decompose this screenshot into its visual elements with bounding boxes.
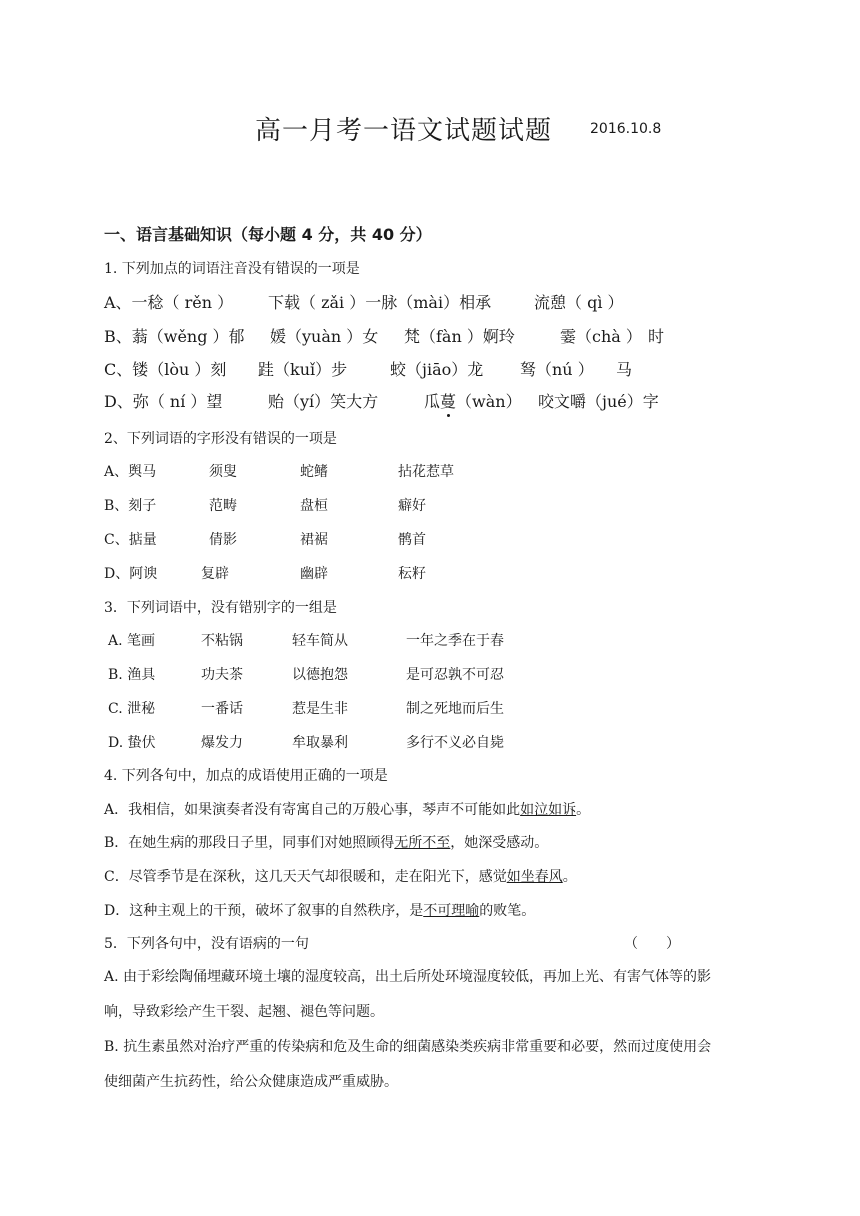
- q4-stem: 4. 下列各句中，加点的成语使用正确的一项是: [104, 768, 388, 784]
- q3-row-b-col4: 是可忍孰不可忍: [406, 667, 504, 683]
- q3-row-d-col2: 爆发力: [201, 735, 243, 751]
- q1-option-c-4: 驽（nú ）: [520, 360, 594, 379]
- q1-option-d-4: 咬文嚼（jué）字: [538, 392, 659, 411]
- q2-row-b-col2: 范畴: [209, 498, 237, 514]
- q3-row-b-col2: 功夫茶: [201, 667, 243, 683]
- q1-option-c-5: 马: [616, 360, 633, 379]
- emphasis-dot-char: 蔓: [440, 389, 456, 412]
- q2-row-d-col1: D、阿谀: [104, 566, 158, 582]
- q4-idiom-a: 如泣如诉: [520, 802, 577, 818]
- q1-option-c-3: 蛟（jiāo）龙: [390, 360, 484, 379]
- q1-stem: 1. 下列加点的词语注音没有错误的一项是: [104, 261, 360, 277]
- q1-option-d-2: 贻（yí）笑大方: [268, 392, 379, 411]
- q3-row-a-col3: 轻车简从: [292, 633, 348, 649]
- q2-row-b-col3: 盘桓: [300, 498, 328, 514]
- q4-option-c: C．尽管季节是在深秋，这几天天气却很暖和，走在阳光下，感觉如坐春风。: [104, 869, 577, 885]
- q3-stem: 3．下列词语中，没有错别字的一组是: [104, 600, 337, 616]
- q3-row-c-col4: 制之死地而后生: [406, 701, 504, 717]
- q1-option-b-5: 时: [648, 327, 665, 346]
- q3-row-c-col3: 惹是生非: [292, 701, 348, 717]
- q5-option-b-line2: 使细菌产生抗药性，给公众健康造成严重威胁。: [104, 1074, 398, 1090]
- q1-option-b-1: B、蓊（wěng ）郁: [104, 327, 245, 346]
- q5-stem: 5．下列各句中，没有语病的一句: [104, 936, 309, 952]
- q1-option-a-1: A、一稔（ rěn ）: [104, 293, 234, 312]
- q3-row-a-col1: A. 笔画: [108, 633, 156, 649]
- q2-row-a-col2: 须叟: [209, 464, 237, 480]
- q5-option-b-line1: B. 抗生素虽然对治疗严重的传染病和危及生命的细菌感染类疾病非常重要和必要，然而过度使用会: [104, 1039, 712, 1055]
- q3-row-c-col1: C. 泄秘: [108, 701, 156, 717]
- q4-idiom-b: 无所不至: [394, 835, 451, 851]
- q1-option-c-1: C、镂（lòu ）刻: [104, 360, 227, 379]
- q1-option-a-2: 下载（ zǎi ）一脉（mài）相承: [268, 293, 492, 312]
- q3-row-d-col3: 牟取暴利: [292, 735, 348, 751]
- q2-row-d-col2: 复辟: [201, 566, 229, 582]
- q2-row-a-col3: 蛇鳍: [300, 464, 328, 480]
- q1-option-d-3: 瓜蔓（wàn）: [424, 389, 522, 412]
- q4-option-d: D．这种主观上的干预，破坏了叙事的自然秩序，是不可理喻的败笔。: [104, 903, 536, 919]
- exam-title: 高一月考一语文试题试题: [255, 116, 553, 146]
- q2-row-b-col1: B、刻子: [104, 498, 157, 514]
- q3-row-c-col2: 一番话: [201, 701, 243, 717]
- q1-option-b-4: 霎（chà ）: [560, 327, 642, 346]
- q3-row-d-col1: D. 蛰伏: [108, 735, 156, 751]
- q2-row-a-col4: 拈花惹草: [398, 464, 454, 480]
- q4-idiom-d: 不可理喻: [423, 903, 480, 919]
- q3-row-a-col4: 一年之季在于春: [406, 633, 504, 649]
- q2-stem: 2、下列词语的字形没有错误的一项是: [104, 431, 337, 447]
- q3-row-b-col1: B. 渔具: [108, 667, 156, 683]
- q2-row-c-col4: 鹘首: [398, 532, 426, 548]
- q1-option-c-2: 跬（kuǐ）步: [258, 360, 348, 379]
- q2-row-d-col4: 秐籽: [398, 566, 426, 582]
- q1-option-b-3: 梵（fàn ）婀玲: [404, 327, 515, 346]
- q5-option-a-line1: A. 由于彩绘陶俑埋藏环境土壤的湿度较高，出土后所处环境湿度较低，再加上光、有害气体等的影: [104, 969, 712, 985]
- q2-row-a-col1: A、舆马: [104, 464, 157, 480]
- q1-option-d-1: D、弥（ ní ）望: [104, 392, 223, 411]
- q2-row-c-col2: 倩影: [209, 532, 237, 548]
- q4-option-b: B．在她生病的那段日子里，同事们对她照顾得无所不至，她深受感动。: [104, 835, 549, 851]
- q2-row-c-col3: 裙裾: [300, 532, 328, 548]
- q2-row-d-col3: 幽辟: [300, 566, 328, 582]
- q5-option-a-line2: 响，导致彩绘产生干裂、起翘、褪色等问题。: [104, 1004, 384, 1020]
- q4-idiom-c: 如坐春风: [506, 869, 563, 885]
- q3-row-b-col3: 以德抱怨: [292, 667, 348, 683]
- section-heading: 一、语言基础知识（每小题 4 分，共 40 分）: [104, 225, 432, 244]
- q5-answer-paren: （ ）: [624, 936, 680, 952]
- q2-row-b-col4: 癖好: [398, 498, 426, 514]
- q2-row-c-col1: C、掂量: [104, 532, 157, 548]
- q3-row-a-col2: 不粘锅: [201, 633, 243, 649]
- q1-option-b-2: 媛（yuàn ）女: [270, 327, 379, 346]
- q1-option-a-3: 流憩（ qì ）: [534, 293, 624, 312]
- q4-option-a: A．我相信，如果演奏者没有寄寓自己的万般心事，琴声不可能如此如泣如诉。: [104, 802, 591, 818]
- q3-row-d-col4: 多行不义必自毙: [406, 735, 504, 751]
- exam-date: 2016.10.8: [590, 121, 662, 137]
